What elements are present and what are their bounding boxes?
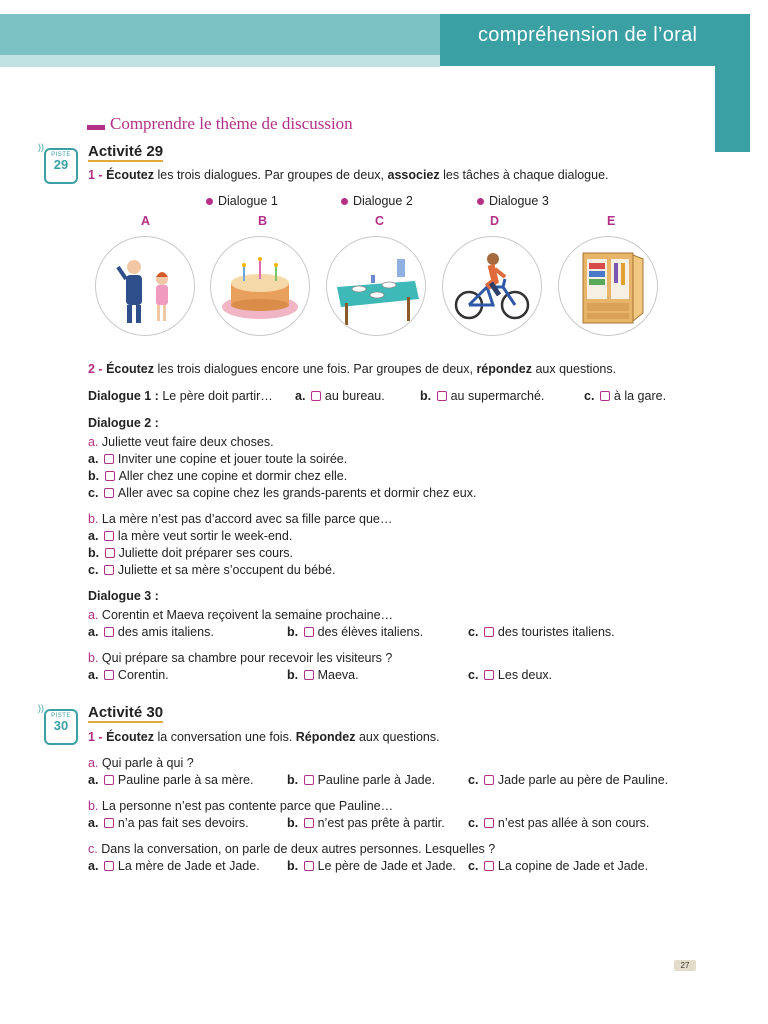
image-letter-e: E xyxy=(607,214,616,228)
checkbox[interactable] xyxy=(104,818,114,828)
a30-qb-option-b[interactable]: b. n’est pas prête à partir. xyxy=(287,816,445,830)
a30-question-a: a. Qui parle à qui ? xyxy=(88,756,194,770)
checkbox[interactable] xyxy=(304,861,314,871)
checkbox[interactable] xyxy=(105,471,115,481)
checkbox[interactable] xyxy=(311,391,321,401)
d2-question-a: a. Juliette veut faire deux choses. xyxy=(88,435,274,449)
checkbox[interactable] xyxy=(104,565,114,575)
activity-29-instruction-2: 2 - Écoutez les trois dialogues encore une fois. Par groupes de deux, répondez aux questions. xyxy=(88,362,617,376)
image-letter-a: A xyxy=(141,214,151,228)
page-number: 27 xyxy=(674,960,696,971)
d2-qb-option-b[interactable]: b. Juliette doit préparer ses cours. xyxy=(88,546,293,560)
d2-qa-option-a[interactable]: a. Inviter une copine et jouer toute la soirée. xyxy=(88,452,348,466)
checkbox[interactable] xyxy=(104,454,114,464)
birthday-cake-icon xyxy=(210,236,310,336)
activity-29-title: Activité 29 xyxy=(88,143,164,160)
page-header-title: compréhension de l’oral xyxy=(478,24,698,46)
d3-qa-option-b[interactable]: b. des élèves italiens. xyxy=(287,625,424,639)
dialogue-legend-1: Dialogue 1 xyxy=(206,194,278,209)
d3-question-b: b. Qui prépare sa chambre pour recevoir les visiteurs ? xyxy=(88,651,393,665)
a30-qc-option-a[interactable]: a. La mère de Jade et Jade. xyxy=(88,859,260,873)
checkbox[interactable] xyxy=(304,627,314,637)
checkbox[interactable] xyxy=(484,775,494,785)
checkbox[interactable] xyxy=(104,488,114,498)
d2-qb-option-c[interactable]: c. Juliette et sa mère s’occupent du bébé. xyxy=(88,563,336,577)
d2-qb-option-a[interactable]: a. la mère veut sortir le week-end. xyxy=(88,529,293,543)
d3-qa-option-c[interactable]: c. des touristes italiens. xyxy=(468,625,615,639)
activity-30-title: Activité 30 xyxy=(88,704,164,721)
checkbox[interactable] xyxy=(484,627,494,637)
header-band-light xyxy=(0,55,440,67)
dialogue-legend-2: Dialogue 2 xyxy=(341,194,413,209)
section-title: Comprendre le thème de discussion xyxy=(110,114,353,133)
image-letter-d: D xyxy=(490,214,500,228)
d3-qb-option-b[interactable]: b. Maeva. xyxy=(287,668,359,682)
d1-option-c[interactable]: c. à la gare. xyxy=(584,389,667,403)
d3-qa-option-a[interactable]: a. des amis italiens. xyxy=(88,625,214,639)
table-set-icon xyxy=(326,236,426,336)
d1-option-b[interactable]: b. au supermarché. xyxy=(420,389,545,403)
dialogue-3-label: Dialogue 3 : xyxy=(88,589,159,603)
checkbox[interactable] xyxy=(304,670,314,680)
checkbox[interactable] xyxy=(304,775,314,785)
activity-29-instruction-1: 1 - Écoutez les trois dialogues. Par groupes de deux, associez les tâches à chaque dialogue. xyxy=(88,168,609,182)
piste-number: 29 xyxy=(53,157,69,172)
checkbox[interactable] xyxy=(484,818,494,828)
dialogue-2-label: Dialogue 2 : xyxy=(88,416,159,430)
d2-question-b: b. La mère n’est pas d’accord avec sa fille parce que… xyxy=(88,512,393,526)
a30-question-b: b. La personne n’est pas contente parce que Pauline… xyxy=(88,799,394,813)
checkbox[interactable] xyxy=(104,531,114,541)
a30-qa-option-c[interactable]: c. Jade parle au père de Pauline. xyxy=(468,773,669,787)
d3-qb-option-a[interactable]: a. Corentin. xyxy=(88,668,169,682)
image-letter-b: B xyxy=(258,214,268,228)
d3-question-a: a. Corentin et Maeva reçoivent la semaine prochaine… xyxy=(88,608,394,622)
checkbox[interactable] xyxy=(304,818,314,828)
checkbox[interactable] xyxy=(104,775,114,785)
checkbox[interactable] xyxy=(104,861,114,871)
piste-label: PISTE xyxy=(51,713,71,719)
activity-30-instruction-1: 1 - Écoutez la conversation une fois. Répondez aux questions. xyxy=(88,730,440,744)
audio-wave-icon: )) xyxy=(38,142,44,152)
a30-qb-option-a[interactable]: a. n’a pas fait ses devoirs. xyxy=(88,816,249,830)
a30-question-c: c. Dans la conversation, on parle de deux autres personnes. Lesquelles ? xyxy=(88,842,496,856)
d2-qa-option-b[interactable]: b. Aller chez une copine et dormir chez elle. xyxy=(88,469,348,483)
father-daughter-icon xyxy=(95,236,195,336)
checkbox[interactable] xyxy=(484,670,494,680)
piste-number: 30 xyxy=(53,718,69,733)
audio-wave-icon: )) xyxy=(38,703,44,713)
dialogue-legend-3: Dialogue 3 xyxy=(477,194,549,209)
a30-qc-option-b[interactable]: b. Le père de Jade et Jade. xyxy=(287,859,456,873)
cyclist-icon xyxy=(442,236,542,336)
checkbox[interactable] xyxy=(484,861,494,871)
checkbox[interactable] xyxy=(600,391,610,401)
checkbox[interactable] xyxy=(437,391,447,401)
a30-qc-option-c[interactable]: c. La copine de Jade et Jade. xyxy=(468,859,649,873)
section-bar xyxy=(87,125,105,130)
a30-qa-option-a[interactable]: a. Pauline parle à sa mère. xyxy=(88,773,254,787)
image-letter-c: C xyxy=(375,214,385,228)
checkbox[interactable] xyxy=(105,548,115,558)
wardrobe-icon xyxy=(558,236,658,336)
dialogue-1-question: Dialogue 1 : Le père doit partir… xyxy=(88,389,273,403)
d3-qb-option-c[interactable]: c. Les deux. xyxy=(468,668,553,682)
a30-qa-option-b[interactable]: b. Pauline parle à Jade. xyxy=(287,773,436,787)
checkbox[interactable] xyxy=(104,627,114,637)
piste-30-badge xyxy=(44,709,78,745)
side-strip xyxy=(715,55,750,152)
checkbox[interactable] xyxy=(104,670,114,680)
piste-29-badge xyxy=(44,148,78,184)
d2-qa-option-c[interactable]: c. Aller avec sa copine chez les grands-parents et dormir chez eux. xyxy=(88,486,477,500)
a30-qb-option-c[interactable]: c. n’est pas allée à son cours. xyxy=(468,816,650,830)
d1-option-a[interactable]: a. au bureau. xyxy=(295,389,385,403)
piste-label: PISTE xyxy=(51,152,71,158)
